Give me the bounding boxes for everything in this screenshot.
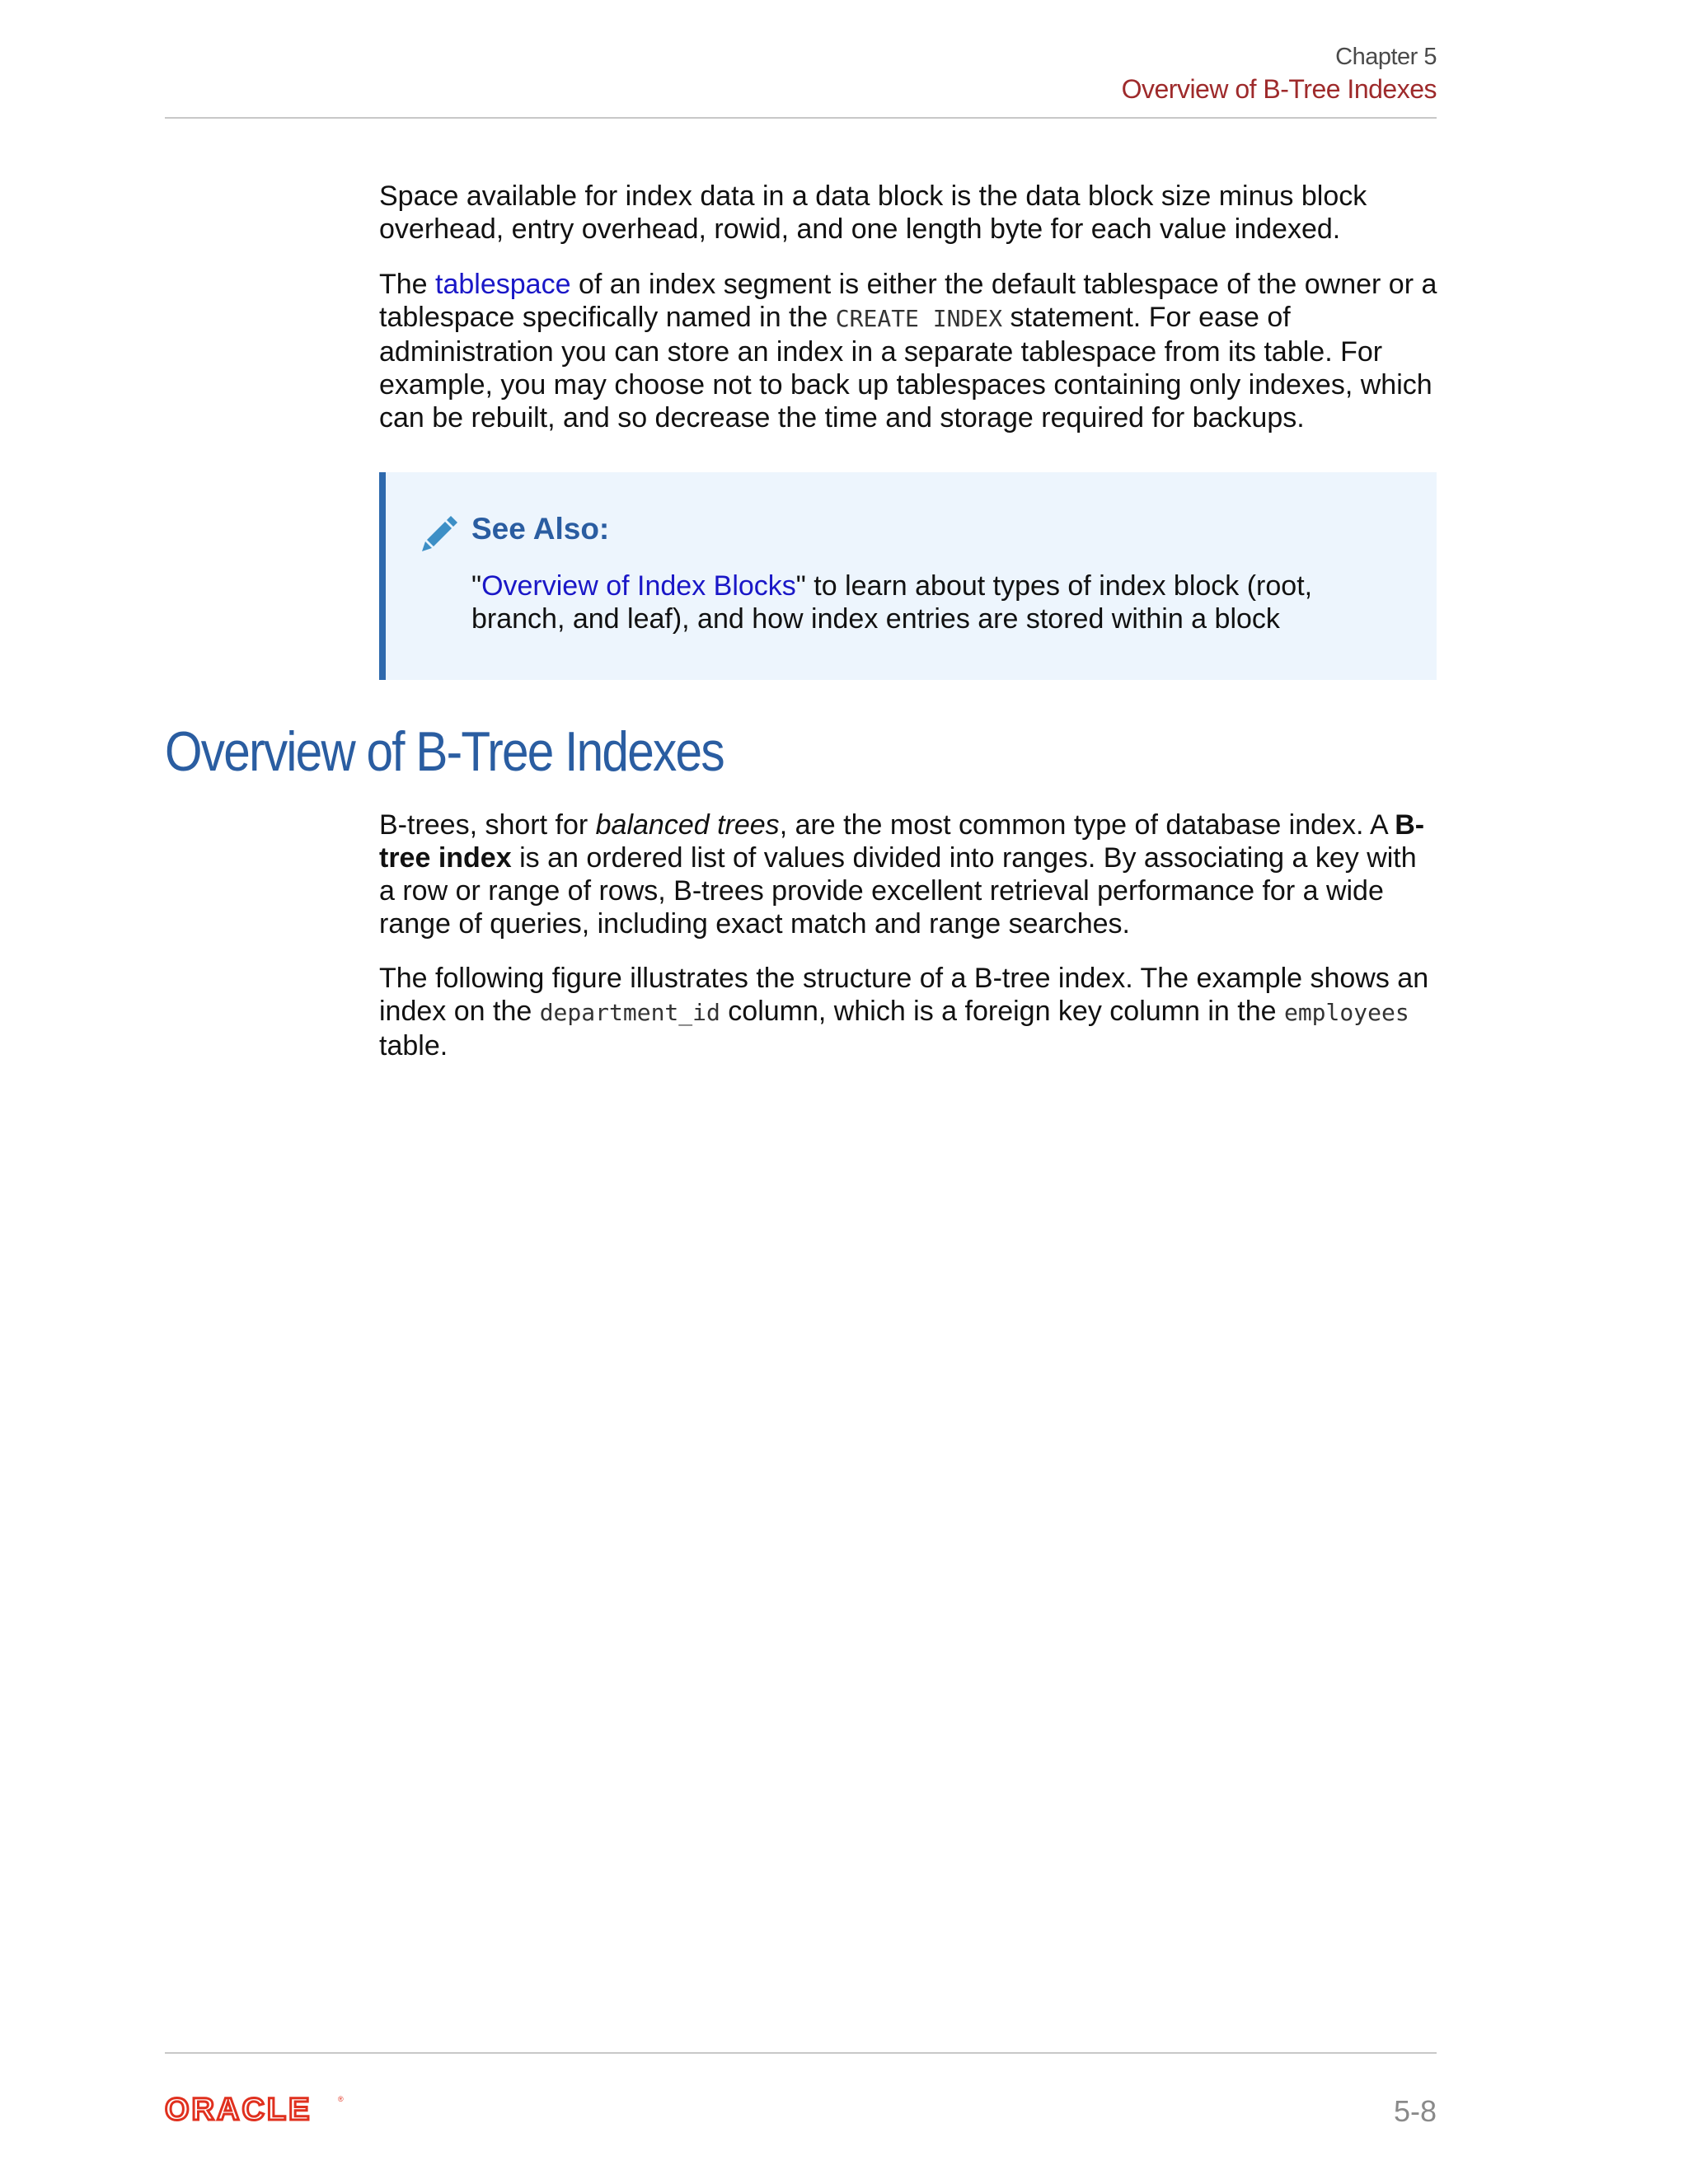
code-create-index: CREATE INDEX: [835, 305, 1003, 332]
section-label: Overview of B-Tree Indexes: [1121, 74, 1437, 104]
see-also-note: [379, 472, 1437, 680]
see-also-title: See Also:: [471, 512, 610, 546]
section-heading: Overview of B-Tree Indexes: [165, 720, 724, 783]
text-span: of an index segment is either the default tablespace of the owner or a tablespace specifically named in the: [379, 269, 1437, 333]
overview-index-blocks-link[interactable]: Overview of Index Blocks: [481, 570, 796, 602]
quote-mark: ": [471, 570, 482, 602]
pencil-icon: [420, 510, 462, 551]
bold-term: B-tree index: [379, 809, 1425, 874]
text-span: statement. For ease of administration you can store an index in a separate tablespace from its table. For example, you may choose not to back up tablespaces containing only indexes, which can be rebuilt, and so decrease the time and storage required for backups.: [379, 302, 1432, 434]
paragraph-index-space: Space available for index data in a data block is the data block size minus block overhead, entry overhead, rowid, and one length byte for each value indexed.: [379, 180, 1367, 245]
paragraph-figure-intro: [379, 962, 1438, 1062]
code-department-id: department_id: [539, 999, 720, 1026]
paragraph-tablespace: [379, 268, 1438, 434]
text-span: The: [379, 269, 436, 300]
text-span: column, which is a foreign key column in the: [720, 996, 1284, 1027]
see-also-text: " to learn about types of index block (root, branch, and leaf), and how index entries are stored within a block: [471, 570, 1313, 635]
code-employees: employees: [1283, 999, 1409, 1026]
svg-text:ORACLE: ORACLE: [165, 2093, 312, 2126]
text-span: , are the most common type of database index. A: [779, 809, 1395, 841]
footer-divider: [165, 2052, 1437, 2054]
text-span: table.: [379, 1030, 448, 1062]
paragraph-btree-intro: [379, 808, 1438, 940]
italic-term: balanced trees: [595, 809, 780, 841]
text-span: The following figure illustrates the structure of a B-tree index. The example shows an index on the: [379, 963, 1429, 1027]
svg-text:®: ®: [338, 2095, 344, 2103]
header-divider: [165, 117, 1437, 119]
page-header: [165, 41, 1437, 105]
see-also-body: [471, 569, 1411, 635]
text-span: is an ordered list of values divided into ranges. By associating a key with a row or range of rows, B-trees provide excellent retrieval performance for a wide range of queries, including exact match and range searches.: [379, 842, 1417, 940]
tablespace-link[interactable]: tablespace: [435, 269, 571, 300]
oracle-logo: [165, 2093, 346, 2126]
page-number: 5-8: [1393, 2094, 1437, 2128]
chapter-label: Chapter 5: [1335, 44, 1437, 70]
text-span: B-trees, short for: [379, 809, 596, 841]
